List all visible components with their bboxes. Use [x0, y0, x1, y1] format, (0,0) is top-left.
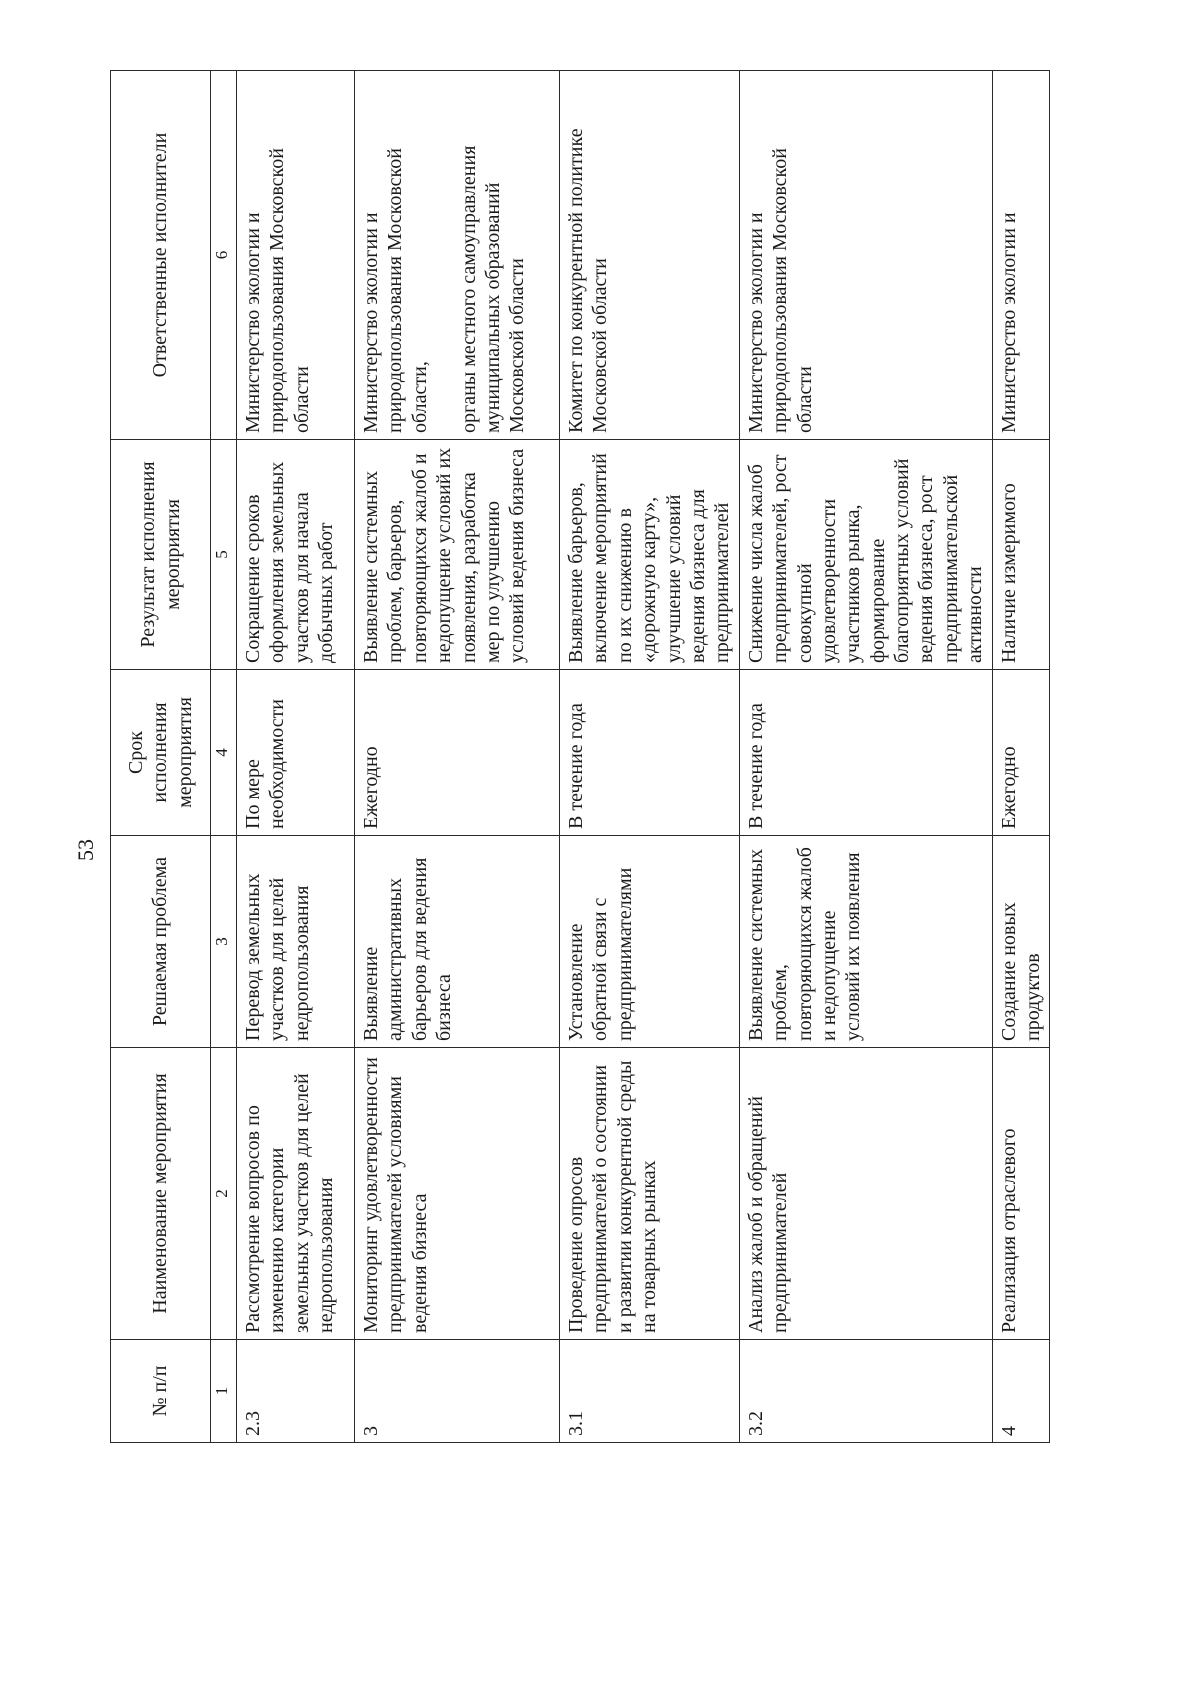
- cell-num: 3.1: [560, 1340, 740, 1443]
- column-number: 2: [211, 1048, 237, 1340]
- table-row: [992, 71, 1050, 1443]
- table-row: [355, 71, 560, 1443]
- measures-table: [110, 70, 1050, 1443]
- cell-name: Рассмотрение вопросов по изменению категории земельных участков для целей недропользования: [237, 1048, 355, 1340]
- cell-num: 3.2: [739, 1340, 992, 1443]
- cell-num: 2.3: [237, 1340, 355, 1443]
- cell-num: 3: [355, 1340, 560, 1443]
- cell-problem: Выявление административных барьеров для ведения бизнеса: [355, 836, 560, 1048]
- cell-term: В течение года: [739, 670, 992, 836]
- column-number: 6: [211, 71, 237, 440]
- cell-executors: Министерство экологии и природопользования Московской области, органы местного самоуправления муниципальных образований Московской области: [355, 71, 560, 440]
- header-result: Результат исполнения мероприятия: [111, 440, 211, 670]
- table-row: [237, 71, 355, 1443]
- cell-result: Выявление системных проблем, барьеров, повторяющихся жалоб и недопущение условий их появления, разработка мер по улучшению условий ведения бизнеса: [355, 440, 560, 670]
- cell-result: Сокращение сроков оформления земельных участков для начала добычных работ: [237, 440, 355, 670]
- cell-term: Ежегодно: [355, 670, 560, 836]
- page-number: 53: [73, 839, 98, 861]
- cell-term: Ежегодно: [992, 670, 1050, 836]
- header-term: Срок исполнения мероприятия: [111, 670, 211, 836]
- rotated-table-container: [110, 71, 1045, 1443]
- column-number: 5: [211, 440, 237, 670]
- cell-problem: Перевод земельных участков для целей недропользования: [237, 836, 355, 1048]
- cell-name: Мониторинг удовлетворенности предпринимателей условиями ведения бизнеса: [355, 1048, 560, 1340]
- header-problem: Решаемая проблема: [111, 836, 211, 1048]
- column-number: 3: [211, 836, 237, 1048]
- table-row: [739, 71, 992, 1443]
- cell-result: Снижение числа жалоб предпринимателей, рост совокупной удовлетворенности участников рынка, формирование благоприятных условий ведения бизнеса, рост предпринимательской активности: [739, 440, 992, 670]
- cell-name: Реализация отраслевого: [992, 1048, 1050, 1340]
- cell-result: Выявление барьеров, включение мероприятий по их снижению в «дорожную карту», улучшение условий ведения бизнеса для предпринимателей: [560, 440, 740, 670]
- column-number: 1: [211, 1340, 237, 1443]
- cell-executors: Министерство экологии и природопользования Московской области: [237, 71, 355, 440]
- header-executors: Ответственные исполнители: [111, 71, 211, 440]
- cell-executors: Комитет по конкурентной политике Московской области: [560, 71, 740, 440]
- cell-term: По мере необходимости: [237, 670, 355, 836]
- cell-result: Наличие измеримого: [992, 440, 1050, 670]
- cell-problem: Создание новых продуктов: [992, 836, 1050, 1048]
- cell-name: Анализ жалоб и обращений предпринимателей: [739, 1048, 992, 1340]
- table-row: [560, 71, 740, 1443]
- cell-executors: Министерство экологии и природопользования Московской области: [739, 71, 992, 440]
- cell-num: 4: [992, 1340, 1050, 1443]
- cell-problem: Выявление системных проблем, повторяющихся жалоб и недопущение условий их появления: [739, 836, 992, 1048]
- column-number-row: [211, 71, 237, 1443]
- cell-executors: Министерство экологии и: [992, 71, 1050, 440]
- cell-term: В течение года: [560, 670, 740, 836]
- cell-problem: Установление обратной связи с предпринимателями: [560, 836, 740, 1048]
- header-name: Наименование мероприятия: [111, 1048, 211, 1340]
- table-header-row: [111, 71, 211, 1443]
- cell-name: Проведение опросов предпринимателей о состоянии и развитии конкурентной среды на товарных рынках: [560, 1048, 740, 1340]
- header-num: № п/п: [111, 1340, 211, 1443]
- column-number: 4: [211, 670, 237, 836]
